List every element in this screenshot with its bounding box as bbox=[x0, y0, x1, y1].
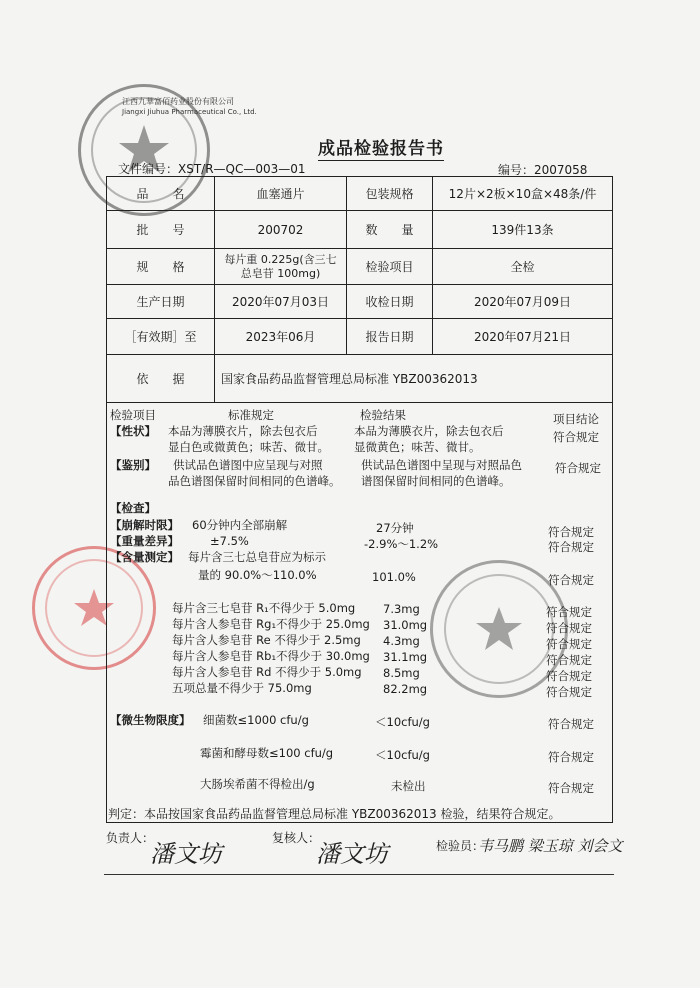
bact-conclusion: 符合规定 bbox=[548, 717, 594, 731]
serial-number: 编号：2007058 bbox=[498, 163, 588, 177]
rd-conclusion: 符合规定 bbox=[546, 669, 592, 683]
prod-date-label: 生产日期 bbox=[107, 285, 215, 319]
spec-value-line1: 每片重 0.225g(含三七 bbox=[224, 252, 337, 266]
col-item-header: 检验项目 bbox=[110, 408, 156, 422]
bact-result: ＜10cfu/g bbox=[375, 715, 430, 729]
table-row bbox=[107, 211, 613, 249]
total-result: 82.2mg bbox=[383, 682, 428, 696]
bact-standard: 细菌数≤1000 cfu/g bbox=[203, 713, 309, 727]
col-standard-header: 标准规定 bbox=[228, 408, 274, 422]
disint-result: 27分钟 bbox=[376, 521, 414, 535]
traits-result-2: 显微黄色；味苦、微甘。 bbox=[354, 440, 481, 454]
re-standard: 每片含人参皂苷 Re 不得少于 2.5mg bbox=[172, 633, 361, 647]
mold-conclusion: 符合规定 bbox=[548, 750, 594, 764]
check-label: 【检查】 bbox=[110, 501, 156, 515]
spec-value-line2: 总皂苷 100mg) bbox=[240, 266, 321, 280]
assay-result: 101.0% bbox=[372, 570, 416, 584]
col-conclusion-header: 项目结论 bbox=[553, 412, 599, 426]
table-row bbox=[107, 285, 613, 319]
document-number: 文件编号：XST/R—QC—003—01 bbox=[118, 162, 306, 176]
traits-conclusion: 符合规定 bbox=[553, 430, 599, 444]
weight-result: -2.9%～1.2% bbox=[364, 537, 439, 551]
rg1-result: 31.0mg bbox=[383, 618, 428, 632]
product-value: 血塞通片 bbox=[215, 177, 347, 211]
r1-conclusion: 符合规定 bbox=[546, 605, 592, 619]
rd-standard: 每片含人参皂苷 Rd 不得少于 5.0mg bbox=[172, 665, 362, 679]
receive-date-value: 2020年07月09日 bbox=[433, 285, 613, 319]
receive-date-label: 收检日期 bbox=[347, 285, 433, 319]
mold-result: ＜10cfu/g bbox=[375, 748, 430, 762]
package-label: 包装规格 bbox=[347, 177, 433, 211]
weight-standard: ±7.5% bbox=[210, 534, 249, 548]
r1-standard: 每片含三七皂苷 R₁不得少于 5.0mg bbox=[172, 601, 356, 615]
traits-standard-1: 本品为薄膜衣片，除去包衣后 bbox=[168, 424, 318, 438]
rg1-standard: 每片含人参皂苷 Rg₁不得少于 25.0mg bbox=[172, 617, 370, 631]
report-date-value: 2020年07月21日 bbox=[433, 319, 613, 355]
inspect-item-label: 检验项目 bbox=[347, 249, 433, 285]
report-date-label: 报告日期 bbox=[347, 319, 433, 355]
batch-value: 200702 bbox=[215, 211, 347, 249]
reviewer-signature: 潘文坊 bbox=[316, 840, 388, 868]
spec-label: 规 格 bbox=[107, 249, 215, 285]
assay-standard-1: 每片含三七总皂苷应为标示 bbox=[188, 550, 326, 564]
table-row bbox=[107, 319, 613, 355]
quantity-value: 139件13条 bbox=[433, 211, 613, 249]
table-row bbox=[107, 355, 613, 403]
col-result-header: 检验结果 bbox=[360, 408, 406, 422]
traits-label: 【性状】 bbox=[110, 424, 156, 438]
signature-underline bbox=[104, 874, 614, 875]
traits-result-1: 本品为薄膜衣片，除去包衣后 bbox=[354, 424, 504, 438]
rb1-conclusion: 符合规定 bbox=[546, 653, 592, 667]
table-row bbox=[107, 249, 613, 285]
ecoli-result: 未检出 bbox=[391, 779, 426, 793]
company-name-en: Jiangxi Jiuhua Pharmaceutical Co., Ltd. bbox=[122, 108, 257, 116]
re-result: 4.3mg bbox=[383, 634, 420, 648]
spec-value bbox=[215, 249, 347, 285]
report-title: 成品检验报告书 bbox=[318, 134, 444, 161]
prod-date-value: 2020年07月03日 bbox=[215, 285, 347, 319]
expiry-label: ［有效期］至 bbox=[107, 319, 215, 355]
weight-label: 【重量差异】 bbox=[110, 534, 179, 548]
ident-conclusion: 符合规定 bbox=[555, 461, 601, 475]
inspect-item-value: 全检 bbox=[433, 249, 613, 285]
traits-standard-2: 显白色或微黄色；味苦、微甘。 bbox=[168, 440, 329, 454]
ecoli-conclusion: 符合规定 bbox=[548, 781, 594, 795]
ident-result-1: 供试品色谱图中呈现与对照品色 bbox=[361, 458, 522, 472]
package-value: 12片×2板×10盒×48条/件 bbox=[433, 177, 613, 211]
table-row bbox=[107, 177, 613, 211]
ident-standard-1: 供试品色谱图中应呈现与对照 bbox=[173, 458, 323, 472]
assay-label: 【含量测定】 bbox=[110, 550, 179, 564]
basis-label: 依 据 bbox=[107, 355, 215, 403]
mold-standard: 霉菌和酵母数≤100 cfu/g bbox=[200, 746, 334, 760]
info-table bbox=[106, 176, 613, 403]
micro-label: 【微生物限度】 bbox=[110, 713, 191, 727]
total-standard: 五项总量不得少于 75.0mg bbox=[172, 681, 312, 695]
product-label: 品 名 bbox=[107, 177, 215, 211]
total-conclusion: 符合规定 bbox=[546, 685, 592, 699]
assay-standard-2: 量的 90.0%～110.0% bbox=[198, 568, 317, 582]
weight-conclusion: 符合规定 bbox=[548, 540, 594, 554]
ident-label: 【鉴别】 bbox=[110, 458, 156, 472]
company-name bbox=[122, 97, 257, 117]
verdict: 判定：本品按国家食品药品监督管理总局标准 YBZ00362013 检验，结果符合规定。 bbox=[108, 807, 561, 821]
inspector-signature: 韦马鹏 梁玉琼 刘会文 bbox=[478, 837, 623, 855]
responsible-signature: 潘文坊 bbox=[150, 840, 222, 868]
expiry-value: 2023年06月 bbox=[215, 319, 347, 355]
ident-result-2: 谱图保留时间相同的色谱峰。 bbox=[361, 474, 511, 488]
assay-conclusion: 符合规定 bbox=[548, 573, 594, 587]
disint-conclusion: 符合规定 bbox=[548, 525, 594, 539]
r1-result: 7.3mg bbox=[383, 602, 420, 616]
reviewer-label: 复核人： bbox=[272, 831, 321, 845]
re-conclusion: 符合规定 bbox=[546, 637, 592, 651]
ecoli-standard: 大肠埃希菌不得检出/g bbox=[200, 777, 315, 791]
inspector-label: 检验员： bbox=[436, 839, 485, 853]
company-name-cn: 江西九華富佰药业股份有限公司 bbox=[122, 97, 234, 106]
basis-value: 国家食品药品监督管理总局标准 YBZ00362013 bbox=[215, 355, 613, 403]
responsible-label: 负责人： bbox=[106, 831, 155, 845]
disint-label: 【崩解时限】 bbox=[110, 518, 179, 532]
ident-standard-2: 品色谱图保留时间相同的色谱峰。 bbox=[168, 474, 341, 488]
quantity-label: 数 量 bbox=[347, 211, 433, 249]
rd-result: 8.5mg bbox=[383, 666, 420, 680]
rb1-standard: 每片含人参皂苷 Rb₁不得少于 30.0mg bbox=[172, 649, 370, 663]
results-divider bbox=[106, 822, 611, 823]
disint-standard: 60分钟内全部崩解 bbox=[192, 518, 288, 532]
rg1-conclusion: 符合规定 bbox=[546, 621, 592, 635]
rb1-result: 31.1mg bbox=[383, 650, 428, 664]
batch-label: 批 号 bbox=[107, 211, 215, 249]
